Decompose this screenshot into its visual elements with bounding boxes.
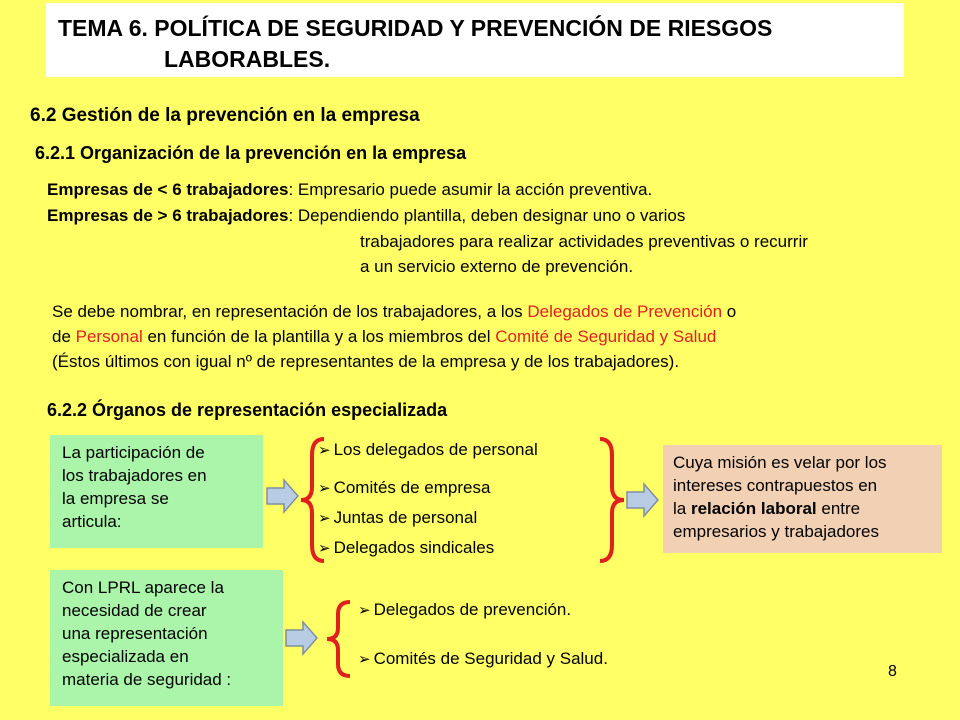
participation-line: La participación de	[62, 443, 205, 462]
paragraph-line3: (Éstos últimos con igual nº de representantes de la empresa y de los trabajadores).	[52, 352, 680, 371]
bullet-arrow-icon: ➢	[318, 510, 331, 527]
mission-l3-a: la	[673, 499, 691, 518]
left-brace-icon	[324, 598, 354, 680]
section-6-2-1-heading: 6.2.1 Organización de la prevención en la empresa	[35, 143, 467, 163]
bullet-label: Comités de empresa	[333, 478, 491, 497]
lprl-line: materia de seguridad :	[62, 670, 232, 689]
mission-line	[673, 497, 932, 520]
participation-line: los trabajadores en	[62, 466, 207, 485]
bullet-label: Juntas de personal	[333, 508, 478, 527]
paragraph-l1-a: Se debe nombrar, en representación de los trabajadores, a los	[52, 302, 528, 321]
participation-box	[50, 435, 263, 548]
participation-line: la empresa se	[62, 489, 169, 508]
paragraph-line2	[52, 325, 716, 348]
participation-line: articula:	[62, 512, 122, 531]
empresas-large-line	[47, 204, 685, 227]
bullet-label: Comités de Seguridad y Salud.	[373, 649, 608, 668]
lprl-line: Con LPRL aparece la	[62, 578, 224, 597]
page-title-line1: TEMA 6. POLÍTICA DE SEGURIDAD Y PREVENCIÓN DE RIESGOS	[58, 15, 773, 41]
bullet-label: Delegados sindicales	[333, 538, 495, 557]
arrow-right-icon	[266, 478, 300, 514]
bullet-arrow-icon: ➢	[318, 442, 331, 459]
mission-line: intereses contrapuestos en	[673, 476, 878, 495]
bullet-label: Delegados de prevención.	[373, 600, 572, 619]
lprl-line: necesidad de crear	[62, 601, 207, 620]
arrow-right-icon	[285, 620, 319, 656]
lprl-line: una representación	[62, 624, 208, 643]
lprl-box	[50, 570, 283, 706]
paragraph-l2-a: de	[52, 327, 76, 346]
mission-l3-b: entre	[816, 499, 861, 518]
empresas-small-text: : Empresario puede asumir la acción preventiva.	[288, 180, 653, 199]
section-6-2-2-heading: 6.2.2 Órganos de representación especializada	[47, 400, 448, 420]
bullet-arrow-icon: ➢	[318, 540, 331, 557]
paragraph-l1-b: o	[722, 302, 737, 321]
empresas-large-text3: a un servicio externo de prevención.	[360, 257, 634, 276]
relacion-laboral-bold: relación laboral	[690, 499, 817, 518]
bullet-arrow-icon: ➢	[358, 602, 371, 619]
empresas-small-label: Empresas de < 6 trabajadores	[47, 180, 289, 199]
paragraph-line1	[52, 300, 736, 323]
page-title-line2: LABORABLES.	[164, 46, 331, 72]
bullet-item	[318, 538, 494, 558]
bullet-item	[358, 649, 608, 669]
bullet-item	[318, 508, 477, 528]
title-box	[46, 3, 904, 77]
delegados-prevencion-highlight: Delegados de Prevención	[527, 302, 723, 321]
arrow-right-icon	[626, 482, 660, 518]
bullet-arrow-icon: ➢	[358, 651, 371, 668]
empresas-large-text2: trabajadores para realizar actividades preventivas o recurrir	[360, 232, 808, 251]
bullet-item	[318, 440, 538, 460]
empresas-large-text1: : Dependiendo plantilla, deben designar uno o varios	[288, 206, 686, 225]
personal-highlight: Personal	[75, 327, 143, 346]
comite-highlight: Comité de Seguridad y Salud	[495, 327, 717, 346]
page-number: 8	[888, 663, 897, 680]
section-6-2-heading: 6.2 Gestión de la prevención en la empresa	[30, 105, 420, 126]
bullet-arrow-icon: ➢	[318, 480, 331, 497]
bullet-label: Los delegados de personal	[333, 440, 538, 459]
bullet-item	[318, 478, 490, 498]
lprl-line: especializada en	[62, 647, 189, 666]
empresas-large-label: Empresas de > 6 trabajadores	[47, 206, 289, 225]
mission-line: Cuya misión es velar por los	[673, 453, 887, 472]
empresas-small-line	[47, 178, 652, 201]
mission-box	[663, 445, 942, 553]
mission-line: empresarios y trabajadores	[673, 522, 879, 541]
bullet-item	[358, 600, 571, 620]
paragraph-l2-b: en función de la plantilla y a los miembros del	[142, 327, 496, 346]
right-brace-icon	[596, 435, 628, 565]
